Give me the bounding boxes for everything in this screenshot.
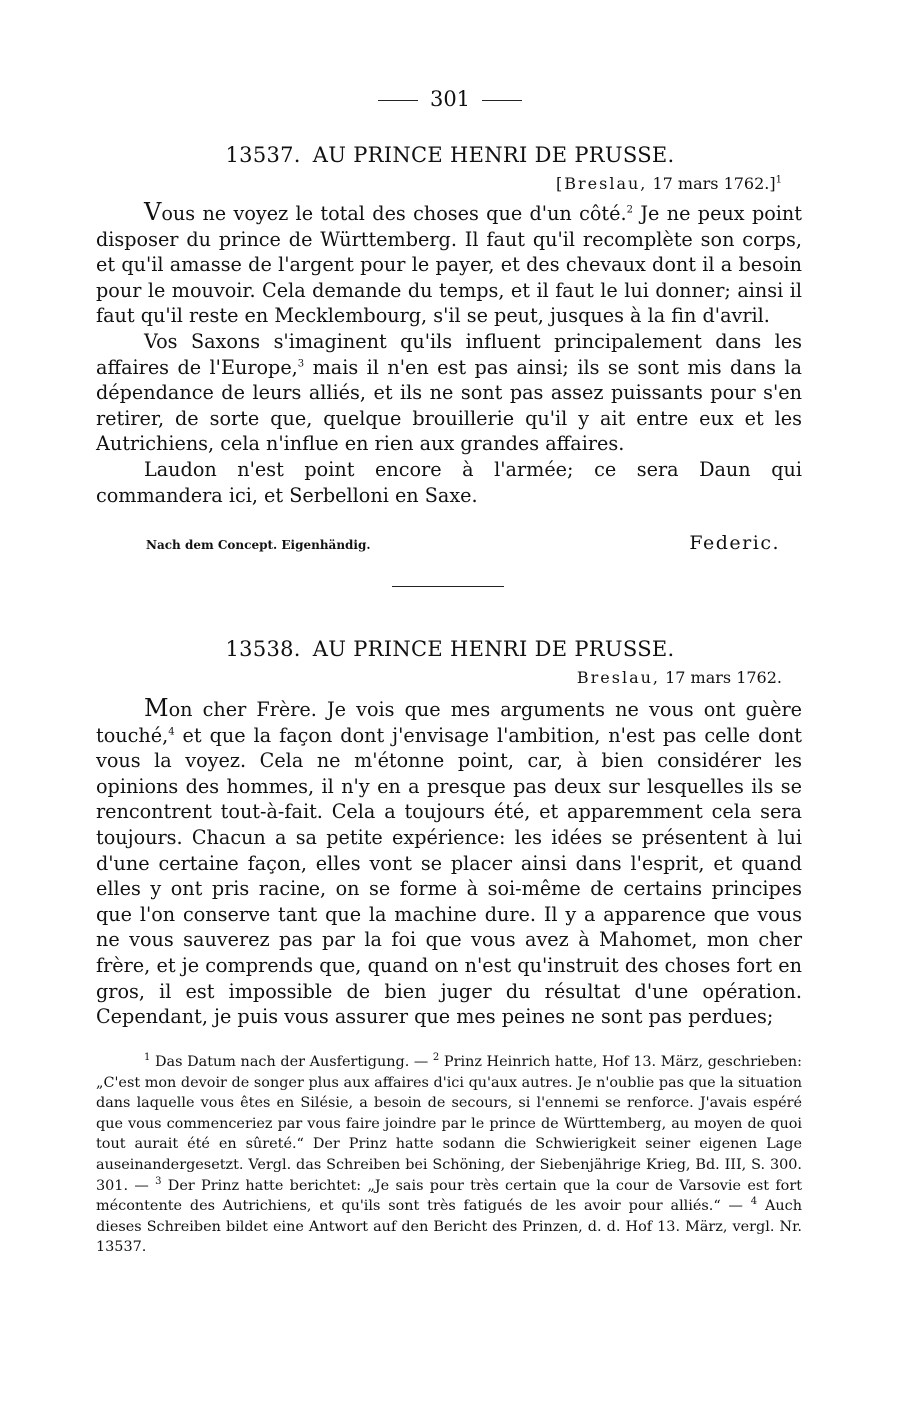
- letter-title: AU PRINCE HENRI DE PRUSSE.: [312, 637, 675, 661]
- paragraph-text: et que la façon dont j'envisage l'ambition, n'est pas celle dont vous la voyez. Cela ne m'étonne point, car, à bien considérer les opinions des hommes, il n'y en a presque pas deux sur lesquelles ils se rencontrent tout-à-fait. Cela a toujours été, et apparemment cela sera toujours. Chacun a sa petite expérience: les idées se présentent à lui d'une certaine façon, elles vont se placer ainsi dans l'esprit, et quand elles y ont pris racine, on se forme à soi-même de certains principes que l'on conserve tant que la machine dure. Il y a apparence que vous ne vous sauverez pas par la foi que vous avez à Mahomet, mon cher frère, et je comprends que, quand on n'est qu'instruit des choses fort en gros, il est impossible de bien juger du résultat d'une opération. Cependant, je puis vous assurer que mes peines ne sont pas perdues;: [96, 723, 802, 1029]
- footnote-ref: 3: [297, 358, 305, 370]
- dateline-place: [Breslau,: [556, 174, 648, 193]
- letter-body: [96, 200, 802, 508]
- letter-separator: [392, 586, 504, 587]
- paragraph: [96, 329, 802, 457]
- signature: Federic.: [689, 532, 780, 554]
- paragraph-text: mais il n'en est pas ainsi; ils se sont mis dans la dépendance de leurs alliés, et ils ne sont pas assez puissants pour s'en retirer, de sorte que, quelque brouillerie qu'il y ait entre eux et les Autrichiens, cela n'influe en rien aux grandes affaires.: [96, 355, 802, 456]
- footnote-paragraph: [96, 1052, 802, 1258]
- initial-letter: M: [144, 694, 169, 722]
- dateline-place: Breslau,: [576, 668, 660, 687]
- source-row: [146, 532, 780, 554]
- footnote-text: Auch dieses Schreiben bildet eine Antwort auf den Bericht des Prinzen, d. d. Hof 13. März, vergl. Nr. 13537.: [96, 1198, 802, 1256]
- dateline: [556, 173, 782, 195]
- footnote-text: Prinz Heinrich hatte, Hof 13. März, geschrieben: „C'est mon devoir de songer plus aux affaires d'ici qu'aux autres. Je n'oublie pas que la situation dans laquelle vous êtes en Silésie, a besoin de secours, si l'ennemi se renforce. J'avais espéré que vous commenceriez par vous faire joindre par le prince de Württemberg, au moyen de quoi tout aurait été en sûreté.“ Der Prinz hatte sodann die Schwierigkeit seiner eigenen Lage auseinandergesetzt. Vergl. das Schreiben bei Schöning, der Siebenjährige Krieg, Bd. III, S. 300. 301. —: [96, 1054, 802, 1194]
- dateline-date: 17 mars 1762.: [665, 668, 782, 687]
- footnotes: [96, 1052, 802, 1258]
- letter-heading: [0, 142, 900, 168]
- footnote-ref: 1: [775, 174, 782, 186]
- footnote-marker: 3: [155, 1175, 162, 1187]
- letter-heading: [0, 636, 900, 662]
- footnote-ref: 4: [168, 726, 175, 738]
- footnote-marker: 4: [750, 1196, 758, 1208]
- page-number-left-dash: [378, 100, 418, 101]
- paragraph-text: on cher Frère. Je vois que mes arguments ne vous ont guère touché,: [96, 698, 802, 747]
- letter-number: 13538.: [225, 637, 301, 661]
- page-number-right-dash: [482, 100, 522, 101]
- footnote-ref: 2: [626, 204, 633, 216]
- paragraph-text: Laudon n'est point encore à l'armée; ce sera Daun qui commandera ici, et Serbelloni en Saxe.: [96, 457, 802, 507]
- source-note: Nach dem Concept. Eigenhändig.: [146, 538, 371, 552]
- dateline: [577, 667, 782, 689]
- footnote-marker: 2: [432, 1052, 440, 1064]
- letter-body: [96, 696, 802, 1030]
- paragraph-text: Vos Saxons s'imaginent qu'ils influent principalement dans les affaires de l'Europe,: [96, 329, 802, 379]
- dateline-date: 17 mars 1762.]: [652, 174, 776, 193]
- paragraph: [96, 200, 802, 329]
- footnote-text: Der Prinz hatte berichtet: „Je sais pour très certain que la cour de Varsovie est fort mécontente des Autrichiens, et qu'ils sont très fatigués de les avoir pour alliés.“ —: [96, 1177, 802, 1215]
- letter-title: AU PRINCE HENRI DE PRUSSE.: [312, 143, 675, 167]
- page-number: [0, 86, 900, 112]
- paragraph-text: Je ne peux point disposer du prince de Württemberg. Il faut qu'il recomplète son corps, et qu'il amasse de l'argent pour le payer, et des chevaux dont il a besoin pour le mouvoir. Cela demande du temps, et il faut le lui donner; ainsi il faut qu'il reste en Mecklembourg, s'il se peut, jusques à la fin d'avril.: [96, 202, 802, 328]
- footnote-marker: 1: [144, 1052, 151, 1064]
- paragraph-text: ous ne voyez le total des choses que d'un côté.: [161, 202, 627, 225]
- letter-number: 13537.: [225, 143, 301, 167]
- paragraph: [96, 696, 802, 1030]
- initial-letter: V: [144, 198, 162, 226]
- paragraph: [96, 457, 802, 508]
- page-number-text: 301: [429, 87, 471, 111]
- footnote-text: Das Datum nach der Ausfertigung. —: [150, 1054, 433, 1070]
